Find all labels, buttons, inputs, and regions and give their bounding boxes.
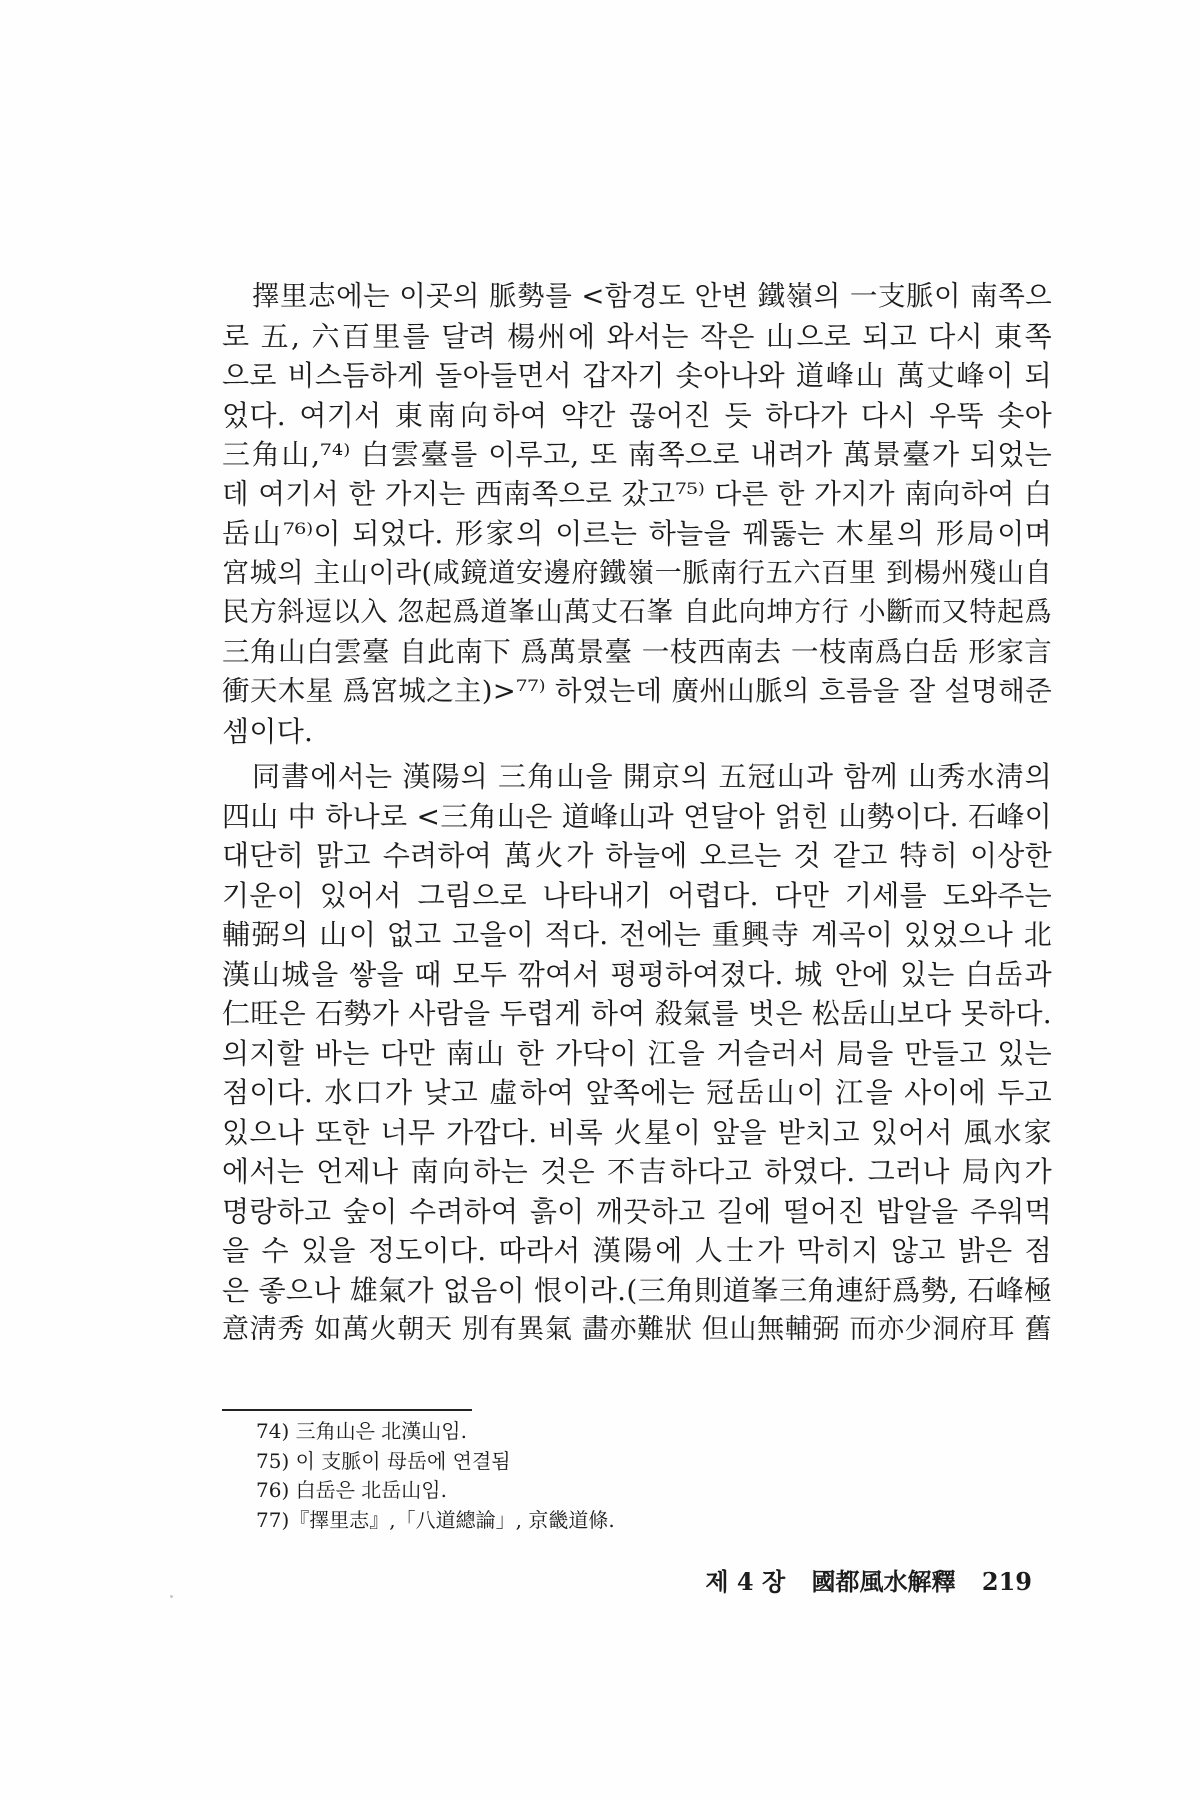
text-line: 로 五, 六百里를 달려 楊州에 와서는 작은 山으로 되고 다시 東쪽 (222, 319, 1052, 353)
text-line: 대단히 맑고 수려하여 萬火가 하늘에 오르는 것 같고 特히 이상한 (222, 839, 1052, 872)
text-line: 셈이다. (222, 714, 314, 748)
text-line: 衝天木星 爲宮城之主)>⁷⁷⁾ 하였는데 廣州山脈의 흐름을 잘 설명해준 (222, 675, 1052, 707)
text-line: 意淸秀 如萬火朝天 別有異氣 畵亦難狀 但山無輔弼 而亦少洞府耳 舊 (222, 1314, 1052, 1345)
text-line: 으로 비스듬하게 돌아들면서 갑자기 솟아나와 道峰山 萬丈峰이 되 (222, 359, 1052, 392)
text-line: 을 수 있을 정도이다. 따라서 漢陽에 人士가 막히지 않고 밝은 점 (222, 1234, 1052, 1267)
text-line: 의지할 바는 다만 南山 한 가닥이 江을 거슬러서 局을 만들고 있는 (222, 1036, 1052, 1070)
text-line: 三角山白雲臺 自此南下 爲萬景臺 一枝西南去 一枝南爲白岳 形家言 (222, 635, 1052, 668)
footnote: 76) 白岳은 北岳山임. (256, 1478, 447, 1502)
text-line: 同書에서는 漢陽의 三角山을 開京의 五冠山과 함께 山秀水淸의 (252, 760, 1052, 793)
running-title: 國都風水解釋 (811, 1567, 956, 1596)
text-line: 에서는 언제나 南向하는 것은 不吉하다고 하였다. 그러나 局內가 (222, 1155, 1052, 1188)
text-line: 은 좋으나 雄氣가 없음이 恨이라.(三角則道峯三角連紆爲勢, 石峰極 (222, 1273, 1052, 1307)
text-line: 었다. 여기서 東南向하여 약간 끊어진 듯 하다가 다시 우뚝 솟아 (222, 398, 1052, 432)
chapter-label: 제 4 장 (705, 1567, 786, 1596)
text-line: 四山 中 하나로 <三角山은 道峰山과 연달아 얽힌 山勢이다. 石峰이 (222, 799, 1052, 833)
text-line: 輔弼의 山이 없고 고을이 적다. 전에는 重興寺 계곡이 있었으나 北 (222, 918, 1052, 951)
text-line: 漢山城을 쌓을 때 모두 깎여서 평평하여졌다. 城 안에 있는 白岳과 (222, 957, 1052, 991)
text-line: 擇里志에는 이곳의 脈勢를 <함경도 안변 鐵嶺의 一支脈이 南쪽으 (252, 280, 1052, 312)
footnote: 77)『擇里志』,「八道總論」, 京畿道條. (256, 1507, 615, 1532)
scan-dot (170, 1595, 173, 1598)
page-footer (705, 1562, 1032, 1597)
text-line: 기운이 있어서 그림으로 나타내기 어렵다. 다만 기세를 도와주는 (222, 878, 1052, 912)
paragraph-1 (222, 277, 1052, 751)
text-line: 데 여기서 한 가지는 西南쪽으로 갔고⁷⁵⁾ 다른 한 가지가 南向하여 白 (222, 477, 1052, 510)
text-line: 仁旺은 石勢가 사람을 두렵게 하여 殺氣를 벗은 松岳山보다 못하다. (222, 997, 1052, 1030)
text-line: 岳山⁷⁶⁾이 되었다. 形家의 이르는 하늘을 꿰뚫는 木星의 形局이며 (222, 517, 1052, 550)
footnote-divider (222, 1409, 472, 1411)
page-number: 219 (981, 1567, 1032, 1596)
footnotes (256, 1417, 856, 1535)
text-line: 명랑하고 숲이 수려하여 흙이 깨끗하고 길에 떨어진 밥알을 주워먹 (222, 1194, 1052, 1228)
text-line: 점이다. 水口가 낮고 虛하여 앞쪽에는 冠岳山이 江을 사이에 두고 (222, 1076, 1052, 1109)
footnote: 75) 이 支脈이 母岳에 연결됨 (256, 1448, 511, 1473)
body-text (222, 277, 1052, 1356)
paragraph-2 (222, 757, 1052, 1350)
text-line: 있으나 또한 너무 가깝다. 비록 火星이 앞을 받치고 있어서 風水家 (222, 1115, 1052, 1149)
text-line: 三角山,⁷⁴⁾ 白雲臺를 이루고, 또 南쪽으로 내려가 萬景臺가 되었는 (222, 438, 1052, 471)
footnote: 74) 三角山은 北漢山임. (256, 1419, 467, 1443)
text-line: 民方斜逗以入 忽起爲道峯山萬丈石峯 自此向坤方行 小斷而又特起爲 (222, 597, 1052, 628)
text-line: 宮城의 主山이라(咸鏡道安邊府鐵嶺一脈南行五六百里 到楊州殘山自 (222, 557, 1052, 589)
